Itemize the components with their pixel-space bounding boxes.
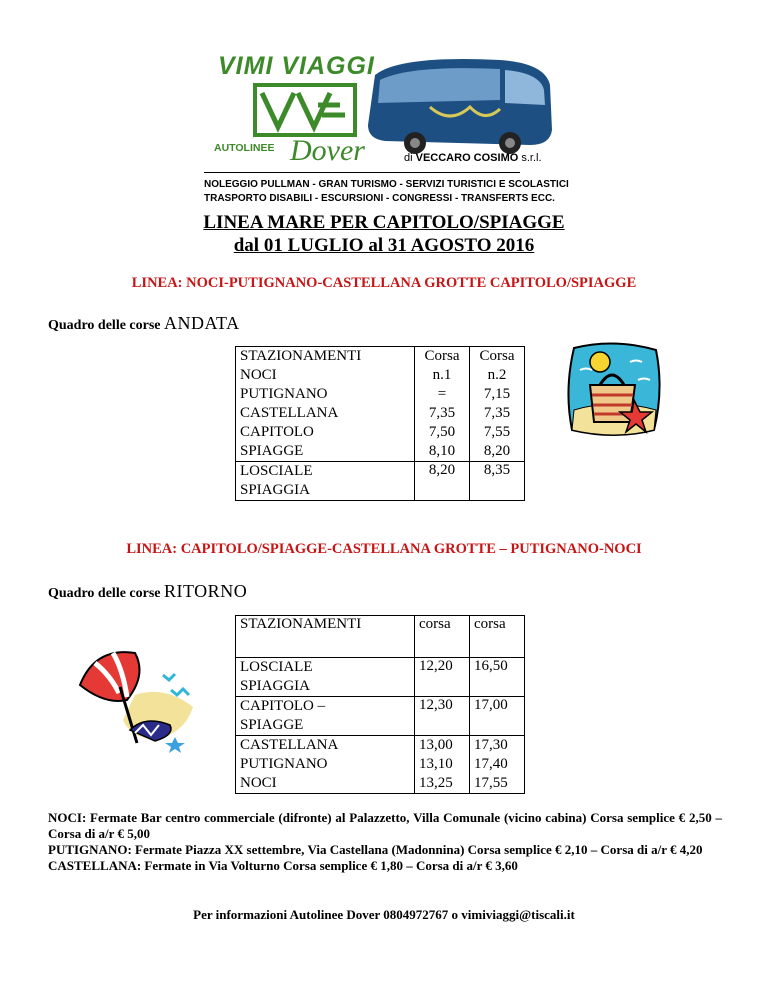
services-line-1: NOLEGGIO PULLMAN - GRAN TURISMO - SERVIZI TURISTICI E SCOLASTICI: [204, 179, 569, 190]
bus-image: [368, 59, 552, 154]
ritorno-row1-t1: 12,20: [415, 658, 470, 697]
ritorno-row1-station: LOSCIALE SPIAGGIA: [236, 658, 415, 697]
ritorno-col-station: STAZIONAMENTI: [236, 616, 415, 658]
andata-stations-cell: [236, 347, 415, 462]
ritorno-quadro-label: Quadro delle corse: [48, 586, 161, 601]
col-header-corsa-2: Corsa n.2: [479, 348, 515, 383]
col-header-stazionamenti: STAZIONAMENTI: [240, 348, 362, 364]
page-subtitle: dal 01 LUGLIO al 31 AGOSTO 2016: [233, 235, 535, 256]
ritorno-row2-t2: 17,00: [470, 697, 525, 736]
ritorno-row2-station: CAPITOLO – SPIAGGE: [236, 697, 415, 736]
owner-name: VECCARO COSIMO: [415, 152, 519, 164]
andata-quadro-type: ANDATA: [164, 313, 240, 333]
ritorno-row3-station: CASTELLANA PUTIGNANO NOCI: [236, 736, 415, 794]
owner-prefix: di: [404, 152, 413, 164]
header-divider: [204, 172, 520, 173]
andata-line-title: LINEA: NOCI-PUTIGNANO-CASTELLANA GROTTE CAPITOLO/SPIAGGE: [131, 275, 637, 291]
brand-name: VIMI VIAGGI: [218, 52, 375, 80]
ritorno-table: [235, 615, 525, 794]
andata-col1-cell: [415, 347, 470, 462]
andata-times-1: = 7,35 7,50 8,10: [428, 386, 456, 459]
beach-umbrella-icon: [75, 645, 200, 755]
ritorno-col-2: corsa: [470, 616, 525, 658]
notes-noci: NOCI: Fermate Bar centro commerciale (difronte) al Palazzetto, Villa Comunale (vicino cabina) Corsa semplice € 2,50 – Corsa di a/r € 5,00: [48, 810, 722, 841]
andata-quadro: [48, 313, 240, 334]
services-text: [204, 178, 569, 206]
autolinee-label: AUTOLINEE: [214, 142, 275, 154]
notes-castellana: CASTELLANA: Fermate in Via Volturno Corsa semplice € 1,80 – Corsa di a/r € 3,60: [48, 858, 518, 873]
ritorno-line-title: LINEA: CAPITOLO/SPIAGGE-CASTELLANA GROTTE – PUTIGNANO-NOCI: [126, 541, 642, 557]
andata-last-station: LOSCIALE SPIAGGIA: [236, 462, 415, 501]
ritorno-row3-t2: 17,30 17,40 17,55: [470, 736, 525, 794]
services-line-2: TRASPORTO DISABILI - ESCURSIONI - CONGRESSI - TRANSFERTS ECC.: [204, 193, 555, 204]
notes-block: [48, 810, 722, 874]
footer-info: Per informazioni Autolinee Dover 0804972767 o vimiviaggi@tiscali.it: [193, 907, 575, 922]
ritorno-row2-t1: 12,30: [415, 697, 470, 736]
andata-quadro-label: Quadro delle corse: [48, 318, 161, 333]
beach-bag-icon: [560, 340, 668, 440]
andata-times-2: 7,15 7,35 7,55 8,20: [483, 386, 511, 459]
ritorno-col-1: corsa: [415, 616, 470, 658]
owner-suffix: s.r.l.: [521, 152, 542, 164]
col-header-corsa-1: Corsa n.1: [424, 348, 460, 383]
andata-table: [235, 346, 525, 501]
ritorno-quadro: [48, 581, 247, 602]
andata-stations: NOCI PUTIGNANO CASTELLANA CAPITOLO SPIAGGE: [240, 367, 339, 459]
andata-col2-cell: [470, 347, 525, 462]
owner-line: [404, 152, 542, 164]
ritorno-row1-t2: 16,50: [470, 658, 525, 697]
andata-last-t1: 8,20: [415, 462, 470, 501]
andata-last-t2: 8,35: [470, 462, 525, 501]
ritorno-quadro-type: RITORNO: [164, 581, 248, 601]
ritorno-row3-t1: 13,00 13,10 13,25: [415, 736, 470, 794]
page-title: LINEA MARE PER CAPITOLO/SPIAGGE: [203, 212, 565, 233]
notes-putignano: PUTIGNANO: Fermate Piazza XX settembre, Via Castellana (Madonnina) Corsa semplice € 2,10 – Corsa di a/r € 4,20: [48, 842, 703, 857]
dover-label: Dover: [290, 134, 365, 167]
